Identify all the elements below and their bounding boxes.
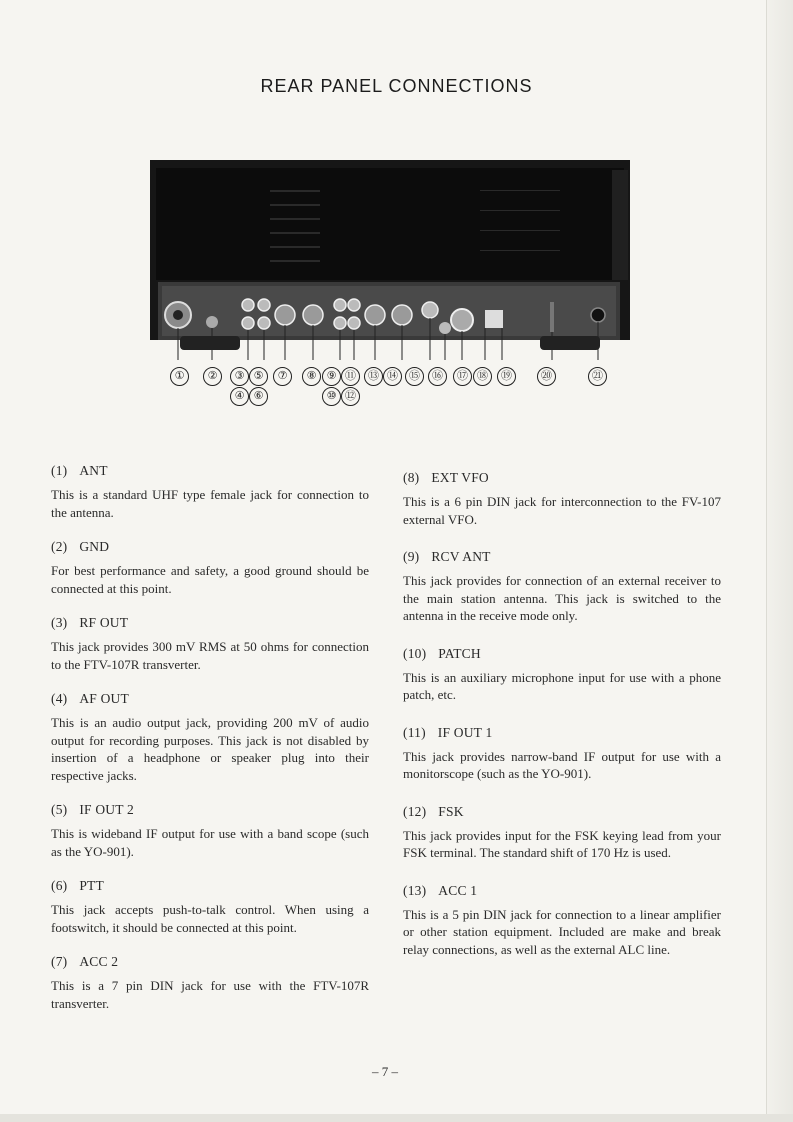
rear-panel-photo (150, 160, 630, 360)
section-body: For best performance and safety, a good ground should be connected at this point. (51, 563, 369, 596)
callout-8: ⑧ (302, 367, 321, 386)
section-heading: (11) IF OUT 1 (403, 724, 493, 740)
section-heading: (2) GND (51, 539, 110, 554)
scan-page-edge (766, 0, 793, 1122)
callout-11: ⑪ (341, 367, 360, 386)
section-heading: (13) ACC 1 (403, 882, 478, 898)
section-acc-1 (403, 883, 721, 959)
left-column (51, 463, 369, 1030)
section-body: This is a 7 pin DIN jack for use with the FTV-107R transverter. (51, 978, 369, 1011)
section-heading: (10) PATCH (403, 645, 481, 661)
page-title: REAR PANEL CONNECTIONS (260, 76, 533, 96)
section-heading: (6) PTT (51, 878, 104, 893)
scan-bottom-edge (0, 1114, 793, 1122)
callout-7: ⑦ (273, 367, 292, 386)
section-heading: (4) AF OUT (51, 691, 129, 706)
callout-10: ⑩ (322, 387, 341, 406)
section-acc-2 (51, 954, 369, 1012)
section-body: This jack provides input for the FSK keying lead from your FSK terminal. The standard shift of 170 Hz is used. (403, 827, 721, 860)
callout-5: ⑤ (249, 367, 268, 386)
section-gnd (51, 539, 369, 597)
callout-18: ⑱ (473, 367, 492, 386)
section-heading: (7) ACC 2 (51, 954, 119, 969)
callout-3: ③ (230, 367, 249, 386)
callout-2: ② (203, 367, 222, 386)
callout-9: ⑨ (322, 367, 341, 386)
section-heading: (3) RF OUT (51, 615, 129, 630)
callout-19: ⑲ (497, 367, 516, 386)
section-patch (403, 646, 721, 704)
section-body: This is a standard UHF type female jack for connection to the antenna. (51, 487, 369, 520)
section-heading: (9) RCV ANT (403, 549, 491, 564)
section-body: This jack provides for connection of an external receiver to the main station antenna. This jack is switched to the antenna in the receive mode only. (403, 573, 721, 623)
section-if-out-2 (51, 802, 369, 860)
section-heading: (12) FSK (403, 803, 464, 819)
callout-4: ④ (230, 387, 249, 406)
callout-16: ⑯ (428, 367, 447, 386)
section-ant (51, 463, 369, 521)
callout-row (0, 365, 793, 415)
callout-20: ⑳ (537, 367, 556, 386)
callout-17: ⑰ (453, 367, 472, 386)
section-body: This is a 5 pin DIN jack for connection to a linear amplifier or other station equipment. Included are make and break relay connections, as well as the external ALC line. (403, 906, 721, 957)
callout-6: ⑥ (249, 387, 268, 406)
section-rcv-ant (403, 549, 721, 625)
page-number: – 7 – (372, 1064, 398, 1079)
right-column (403, 470, 721, 979)
section-body: This jack accepts push-to-talk control. When using a footswitch, it should be connected at this point. (51, 902, 369, 935)
callout-21: ㉑ (588, 367, 607, 386)
section-ptt (51, 878, 369, 936)
callout-15: ⑮ (405, 367, 424, 386)
callout-13: ⑬ (364, 367, 383, 386)
section-rf-out (51, 615, 369, 673)
callout-12: ⑫ (341, 387, 360, 406)
section-body: This jack provides narrow-band IF output for use with a monitorscope (such as the YO-901). (403, 748, 721, 781)
section-fsk (403, 804, 721, 862)
callout-1: ① (170, 367, 189, 386)
section-body: This is an audio output jack, providing 200 mV of audio output for recording purposes. This jack is not disabled by insertion of a headphone or speaker plug into their respective jacks. (51, 715, 369, 783)
section-if-out-1 (403, 725, 721, 783)
callout-14: ⑭ (383, 367, 402, 386)
section-body: This is a 6 pin DIN jack for interconnection to the FV-107 external VFO. (403, 494, 721, 527)
section-body: This is an auxiliary microphone input for use with a phone patch, etc. (403, 669, 721, 702)
section-af-out (51, 691, 369, 784)
section-heading: (5) IF OUT 2 (51, 802, 134, 817)
section-body: This is wideband IF output for use with a band scope (such as the YO-901). (51, 826, 369, 859)
section-ext-vfo (403, 470, 721, 528)
section-body: This jack provides 300 mV RMS at 50 ohms for connection to the FTV-107R transverter. (51, 639, 369, 672)
section-heading: (1) ANT (51, 463, 108, 478)
section-heading: (8) EXT VFO (403, 470, 489, 485)
